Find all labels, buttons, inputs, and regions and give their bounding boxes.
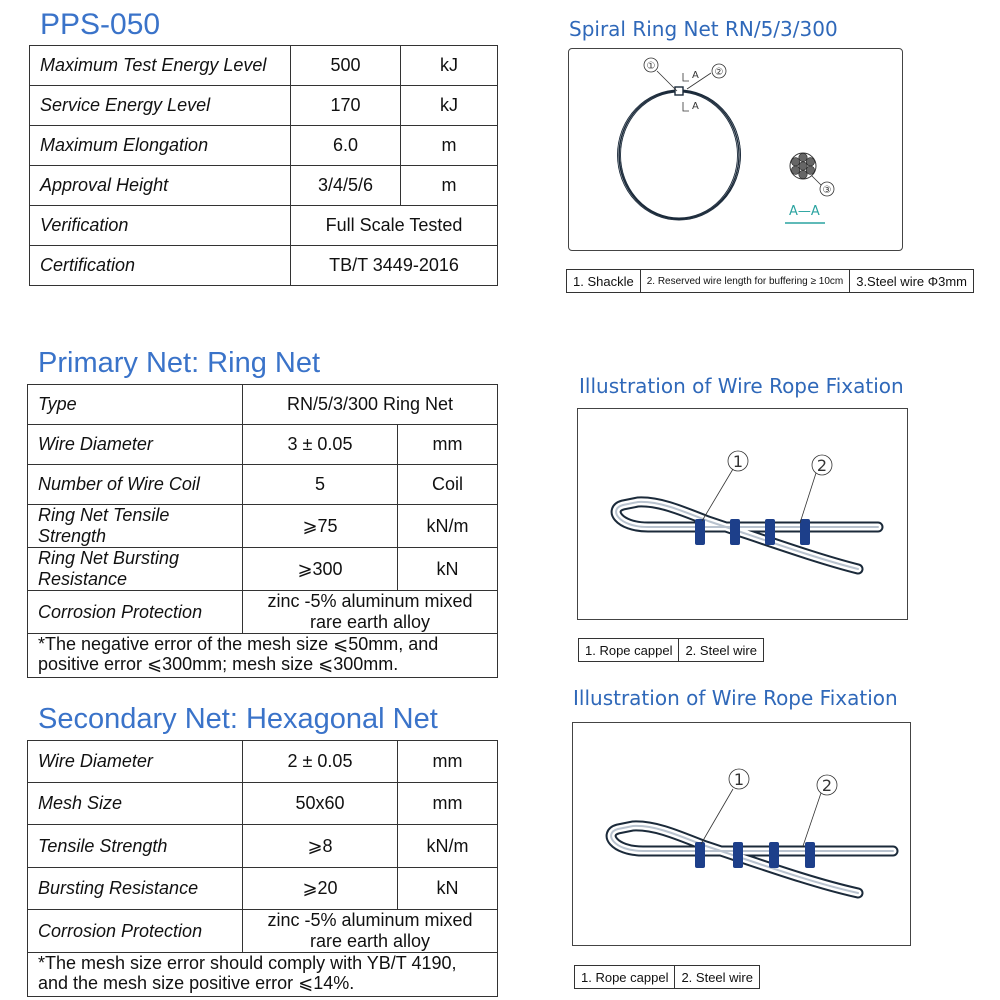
secondary-title: Secondary Net: Hexagonal Net: [38, 703, 438, 735]
spec-label: Verification: [30, 206, 291, 246]
fixation-title-2: Illustration of Wire Rope Fixation: [573, 686, 898, 710]
primary-spec-table: [27, 384, 498, 678]
fixation-legend-2: [574, 965, 760, 989]
spec-value: Full Scale Tested: [291, 206, 498, 246]
svg-text:2: 2: [816, 456, 828, 475]
spec-label: Wire Diameter: [28, 741, 243, 783]
fixation-title-1: Illustration of Wire Rope Fixation: [579, 374, 904, 398]
table-row: [28, 425, 498, 465]
table-row: [30, 246, 498, 286]
spec-value: TB/T 3449-2016: [291, 246, 498, 286]
spec-value: 500: [291, 46, 401, 86]
spec-label: Tensile Strength: [28, 825, 243, 868]
spec-unit: mm: [398, 425, 498, 465]
rope-fixation-figure-1: [577, 408, 908, 620]
rope-fixation-drawing-2: [573, 723, 910, 945]
table-row: [28, 548, 498, 591]
legend-item: 3.Steel wire Φ3mm: [850, 270, 974, 293]
wire-cross-section-icon: [790, 153, 816, 179]
svg-text:①: ①: [646, 61, 656, 72]
spec-label: Number of Wire Coil: [28, 465, 243, 505]
table-row: [30, 46, 498, 86]
spec-label: Mesh Size: [28, 783, 243, 825]
pps-title: PPS-050: [40, 8, 161, 41]
svg-text:②: ②: [714, 67, 724, 78]
legend-item: 1. Rope cappel: [575, 966, 675, 989]
section-label: A—A: [789, 204, 820, 219]
callout-2: [817, 775, 837, 795]
spec-unit: kN/m: [398, 505, 498, 548]
spec-label: Corrosion Protection: [28, 591, 243, 634]
callout-2: [812, 455, 832, 475]
table-row: [28, 825, 498, 868]
spec-label: Type: [28, 385, 243, 425]
spec-unit: kN: [398, 548, 498, 591]
spec-label: Wire Diameter: [28, 425, 243, 465]
spec-label: Approval Height: [30, 166, 291, 206]
callout-1: [729, 769, 749, 789]
section-mark-top: A: [692, 70, 699, 81]
spec-unit: kJ: [401, 46, 498, 86]
spec-value: RN/5/3/300 Ring Net: [243, 385, 498, 425]
svg-text:1: 1: [732, 452, 744, 471]
table-row: [28, 953, 498, 997]
legend-item: 2. Reserved wire length for buffering ≥ 10cm: [640, 270, 850, 293]
spec-unit: m: [401, 166, 498, 206]
spec-value: zinc -5% aluminum mixed rare earth alloy: [243, 910, 498, 953]
spec-value: 3 ± 0.05: [243, 425, 398, 465]
shackle-icon: [675, 87, 683, 95]
table-row: [30, 126, 498, 166]
spiral-legend: [566, 269, 974, 293]
rope-fixation-drawing-1: [578, 409, 907, 619]
spec-value: 3/4/5/6: [291, 166, 401, 206]
spec-unit: kJ: [401, 86, 498, 126]
spec-value: 2 ± 0.05: [243, 741, 398, 783]
legend-item: 2. Steel wire: [675, 966, 760, 989]
spec-value: ⩾20: [243, 868, 398, 910]
spec-unit: kN/m: [398, 825, 498, 868]
spec-label: Ring Net Tensile Strength: [28, 505, 243, 548]
ring-coils: [618, 90, 741, 220]
svg-text:2: 2: [821, 776, 833, 795]
table-row: [30, 166, 498, 206]
spec-value: ⩾300: [243, 548, 398, 591]
spec-label: Corrosion Protection: [28, 910, 243, 953]
secondary-spec-table: [27, 740, 498, 997]
spec-unit: mm: [398, 783, 498, 825]
spec-value: ⩾75: [243, 505, 398, 548]
callout-2: [712, 64, 726, 78]
spec-value: 6.0: [291, 126, 401, 166]
table-note: *The negative error of the mesh size ⩽50mm, and positive error ⩽300mm; mesh size ⩽300mm.: [28, 634, 498, 678]
table-row: [30, 206, 498, 246]
table-row: [28, 783, 498, 825]
spec-unit: mm: [398, 741, 498, 783]
spec-label: Bursting Resistance: [28, 868, 243, 910]
pps-spec-table: [29, 45, 498, 286]
rope-fixation-figure-2: [572, 722, 911, 946]
spec-value: 170: [291, 86, 401, 126]
table-row: [28, 634, 498, 678]
spec-unit: Coil: [398, 465, 498, 505]
legend-item: 2. Steel wire: [679, 639, 764, 662]
svg-text:③: ③: [822, 185, 832, 196]
spiral-ring-drawing: [569, 49, 902, 250]
callout-1: [644, 58, 658, 72]
spec-label: Ring Net Bursting Resistance: [28, 548, 243, 591]
table-row: [28, 741, 498, 783]
spec-value: ⩾8: [243, 825, 398, 868]
spec-value: 5: [243, 465, 398, 505]
callout-1: [728, 451, 748, 471]
spec-label: Maximum Test Energy Level: [30, 46, 291, 86]
spec-label: Certification: [30, 246, 291, 286]
spec-unit: m: [401, 126, 498, 166]
svg-text:1: 1: [733, 770, 745, 789]
table-row: [28, 505, 498, 548]
section-mark-bottom: A: [692, 101, 699, 112]
table-row: [28, 868, 498, 910]
table-row: [28, 465, 498, 505]
spec-value: 50x60: [243, 783, 398, 825]
table-row: [30, 86, 498, 126]
spec-label: Maximum Elongation: [30, 126, 291, 166]
spiral-title: Spiral Ring Net RN/5/3/300: [569, 17, 838, 41]
table-row: [28, 385, 498, 425]
primary-title: Primary Net: Ring Net: [38, 347, 321, 379]
table-note: *The mesh size error should comply with YB/T 4190, and the mesh size positive error ⩽14%.: [28, 953, 498, 997]
legend-item: 1. Rope cappel: [579, 639, 679, 662]
spec-label: Service Energy Level: [30, 86, 291, 126]
spec-unit: kN: [398, 868, 498, 910]
callout-3: [820, 182, 834, 196]
table-row: [28, 591, 498, 634]
table-row: [28, 910, 498, 953]
legend-item: 1. Shackle: [567, 270, 641, 293]
spec-value: zinc -5% aluminum mixed rare earth alloy: [243, 591, 498, 634]
fixation-legend-1: [578, 638, 764, 662]
spiral-ring-figure: [568, 48, 903, 251]
